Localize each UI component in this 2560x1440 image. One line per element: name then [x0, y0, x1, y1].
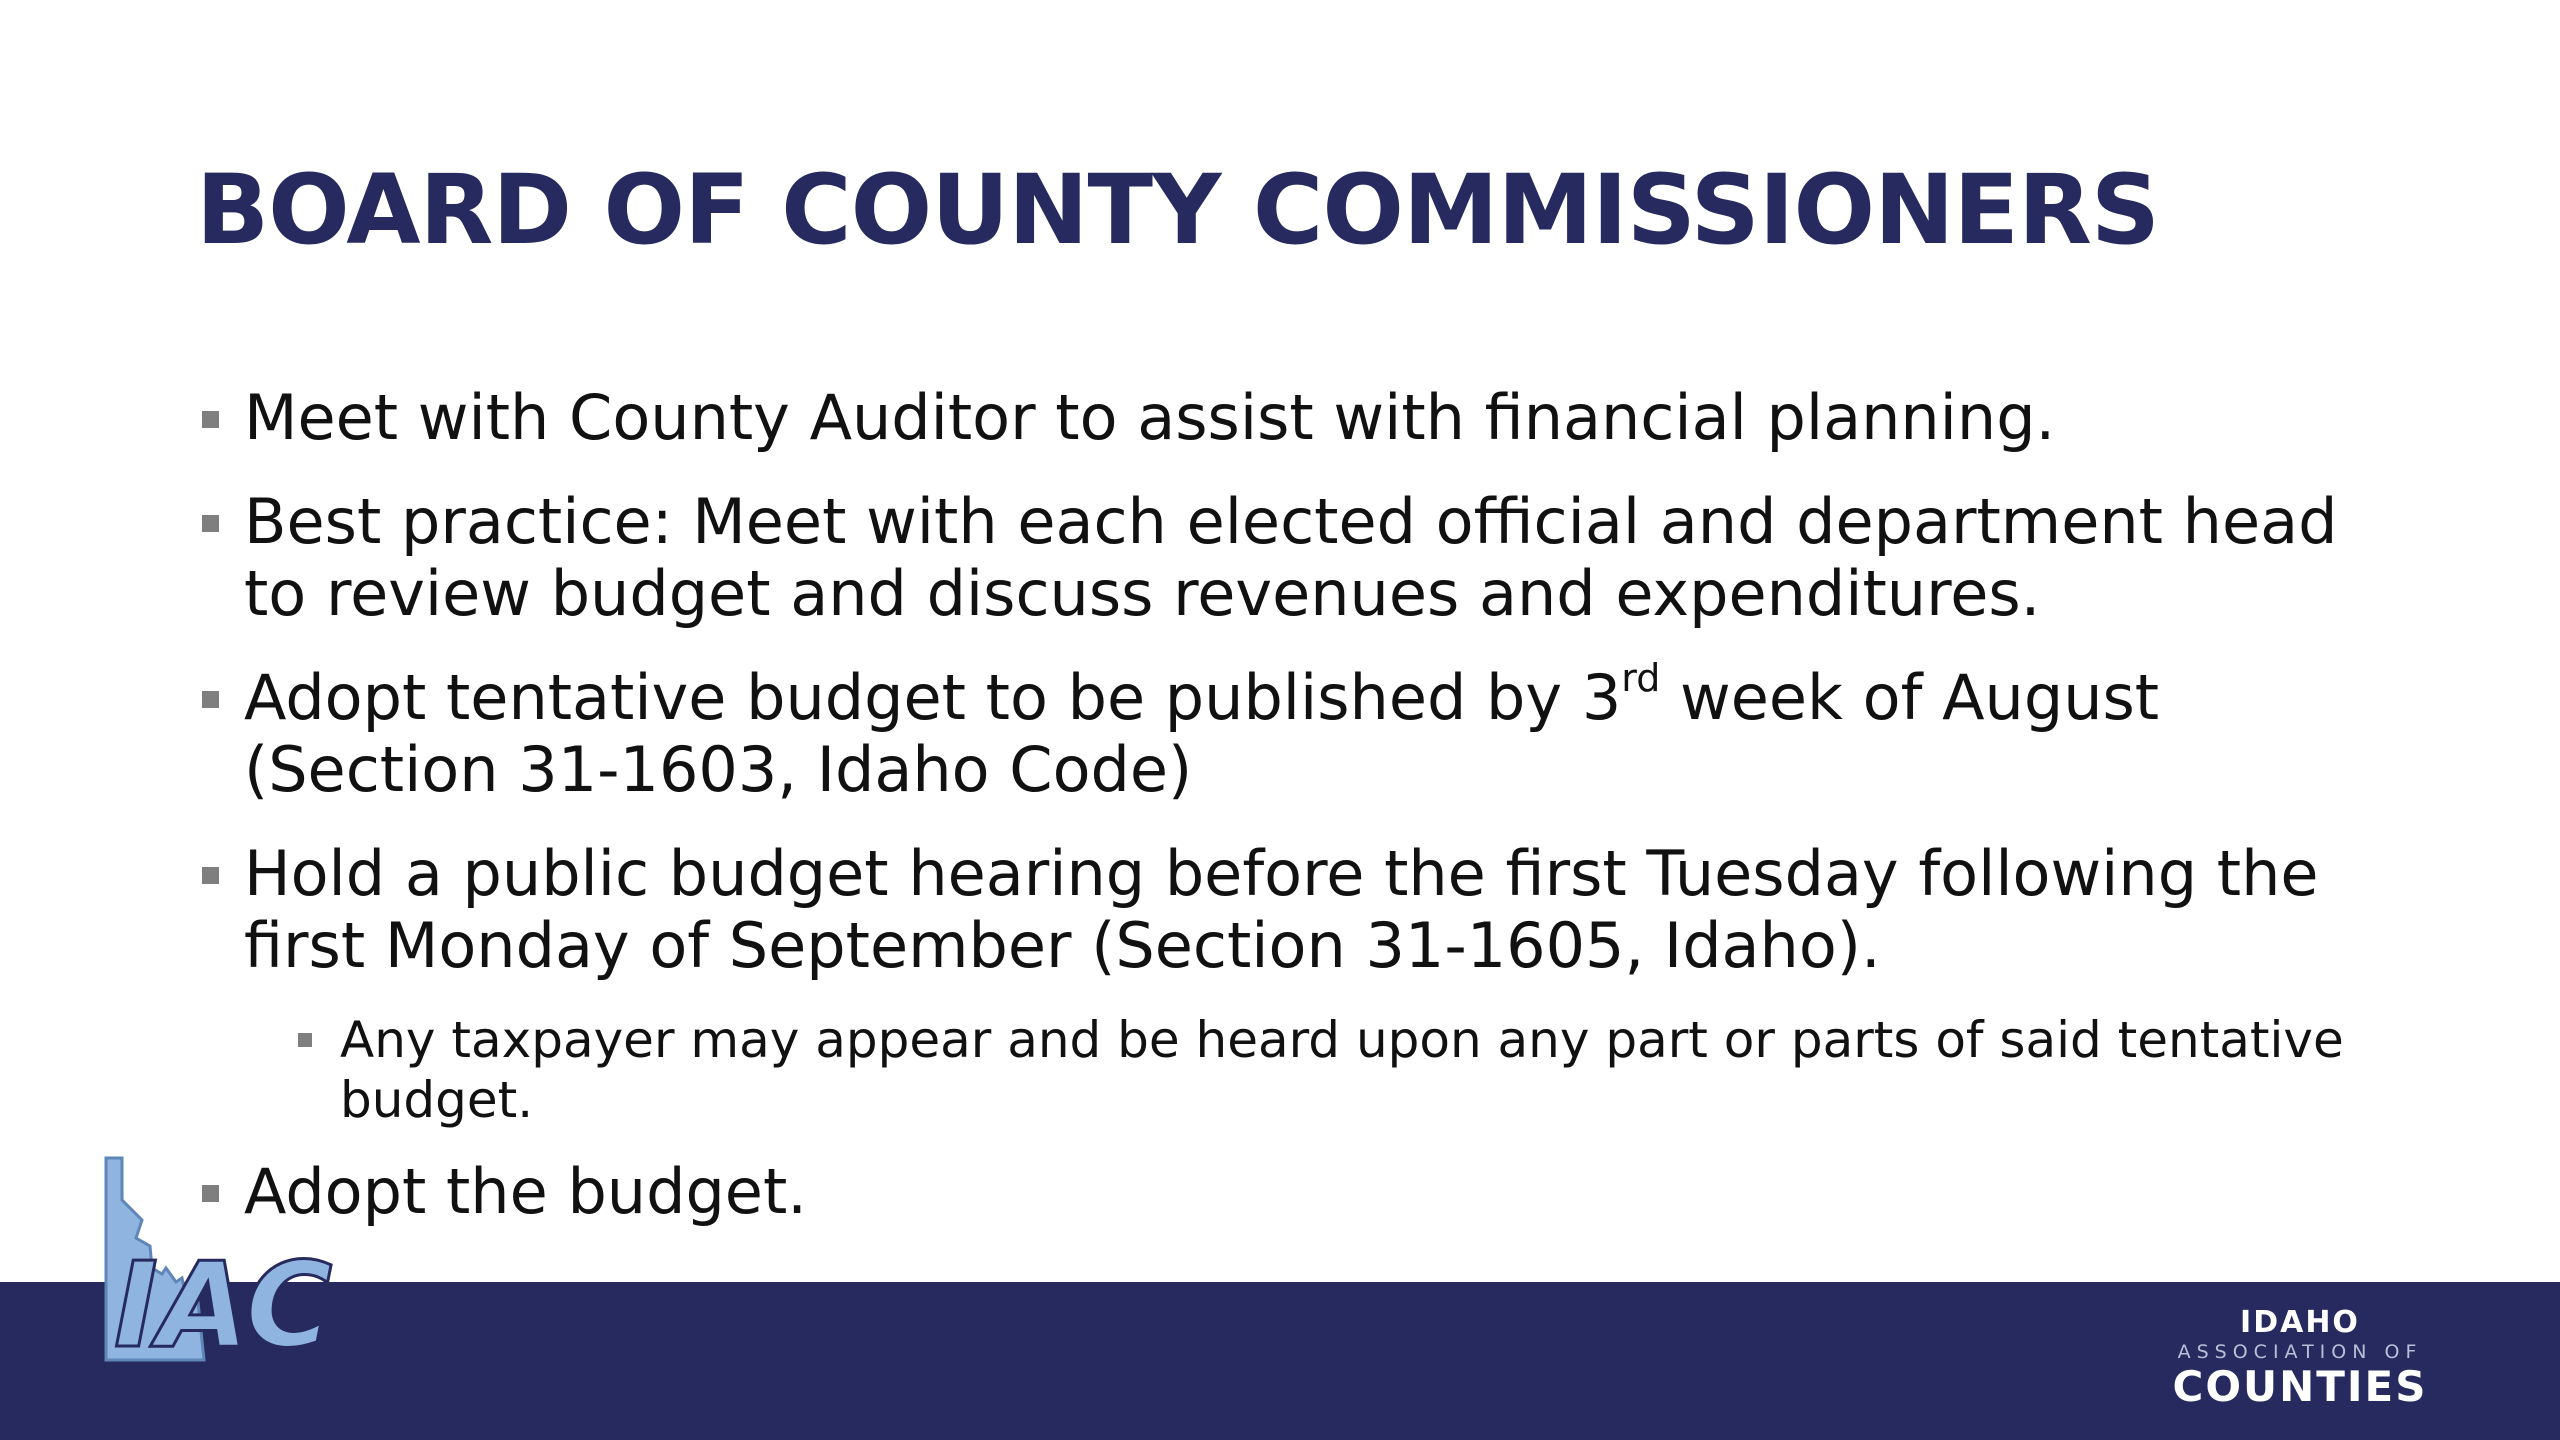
- bullet-text: Best practice: Meet with each elected official and department head to review budget and discuss revenues and expenditures.: [244, 485, 2338, 630]
- iac-logo: [96, 1150, 336, 1372]
- logo-line-idaho: IDAHO: [2240, 1305, 2360, 1340]
- iac-logo-letters: [114, 1236, 332, 1372]
- bullet-text-part: week of August (Section 31-1603, Idaho Code): [244, 661, 2160, 806]
- bullet-item: [196, 486, 2396, 630]
- square-bullet-icon: [202, 867, 219, 884]
- bullet-text: Meet with County Auditor to assist with financial planning.: [244, 381, 2056, 454]
- square-bullet-icon: [298, 1033, 312, 1047]
- bullet-item: [196, 382, 2396, 454]
- bullet-text: Any taxpayer may appear and be heard upon any part or parts of said tentative budget.: [340, 1011, 2344, 1129]
- bullet-list: [196, 382, 2396, 1260]
- sub-bullet-item: [292, 1010, 2396, 1130]
- bullet-item: [196, 656, 2396, 806]
- bullet-text: Hold a public budget hearing before the first Tuesday following the first Monday of September (Section 31-1605, Idaho).: [244, 837, 2319, 982]
- slide-title: BOARD OF COUNTY COMMISSIONERS: [196, 154, 2160, 266]
- bullet-item: [196, 838, 2396, 982]
- bullet-text: [244, 656, 2160, 806]
- iac-logo-text: IAC: [114, 1236, 333, 1372]
- logo-line-association: ASSOCIATION OF: [2177, 1341, 2423, 1363]
- bullet-item: [196, 1156, 2396, 1228]
- idaho-association-of-counties-logo: [2170, 1306, 2430, 1416]
- logo-line-counties: COUNTIES: [2172, 1362, 2428, 1411]
- bullet-text: Adopt the budget.: [244, 1155, 807, 1228]
- square-bullet-icon: [202, 515, 219, 532]
- square-bullet-icon: [202, 691, 219, 708]
- ordinal-superscript: rd: [1621, 656, 1661, 701]
- square-bullet-icon: [202, 411, 219, 428]
- bullet-text-part: Adopt tentative budget to be published by 3: [244, 661, 1622, 734]
